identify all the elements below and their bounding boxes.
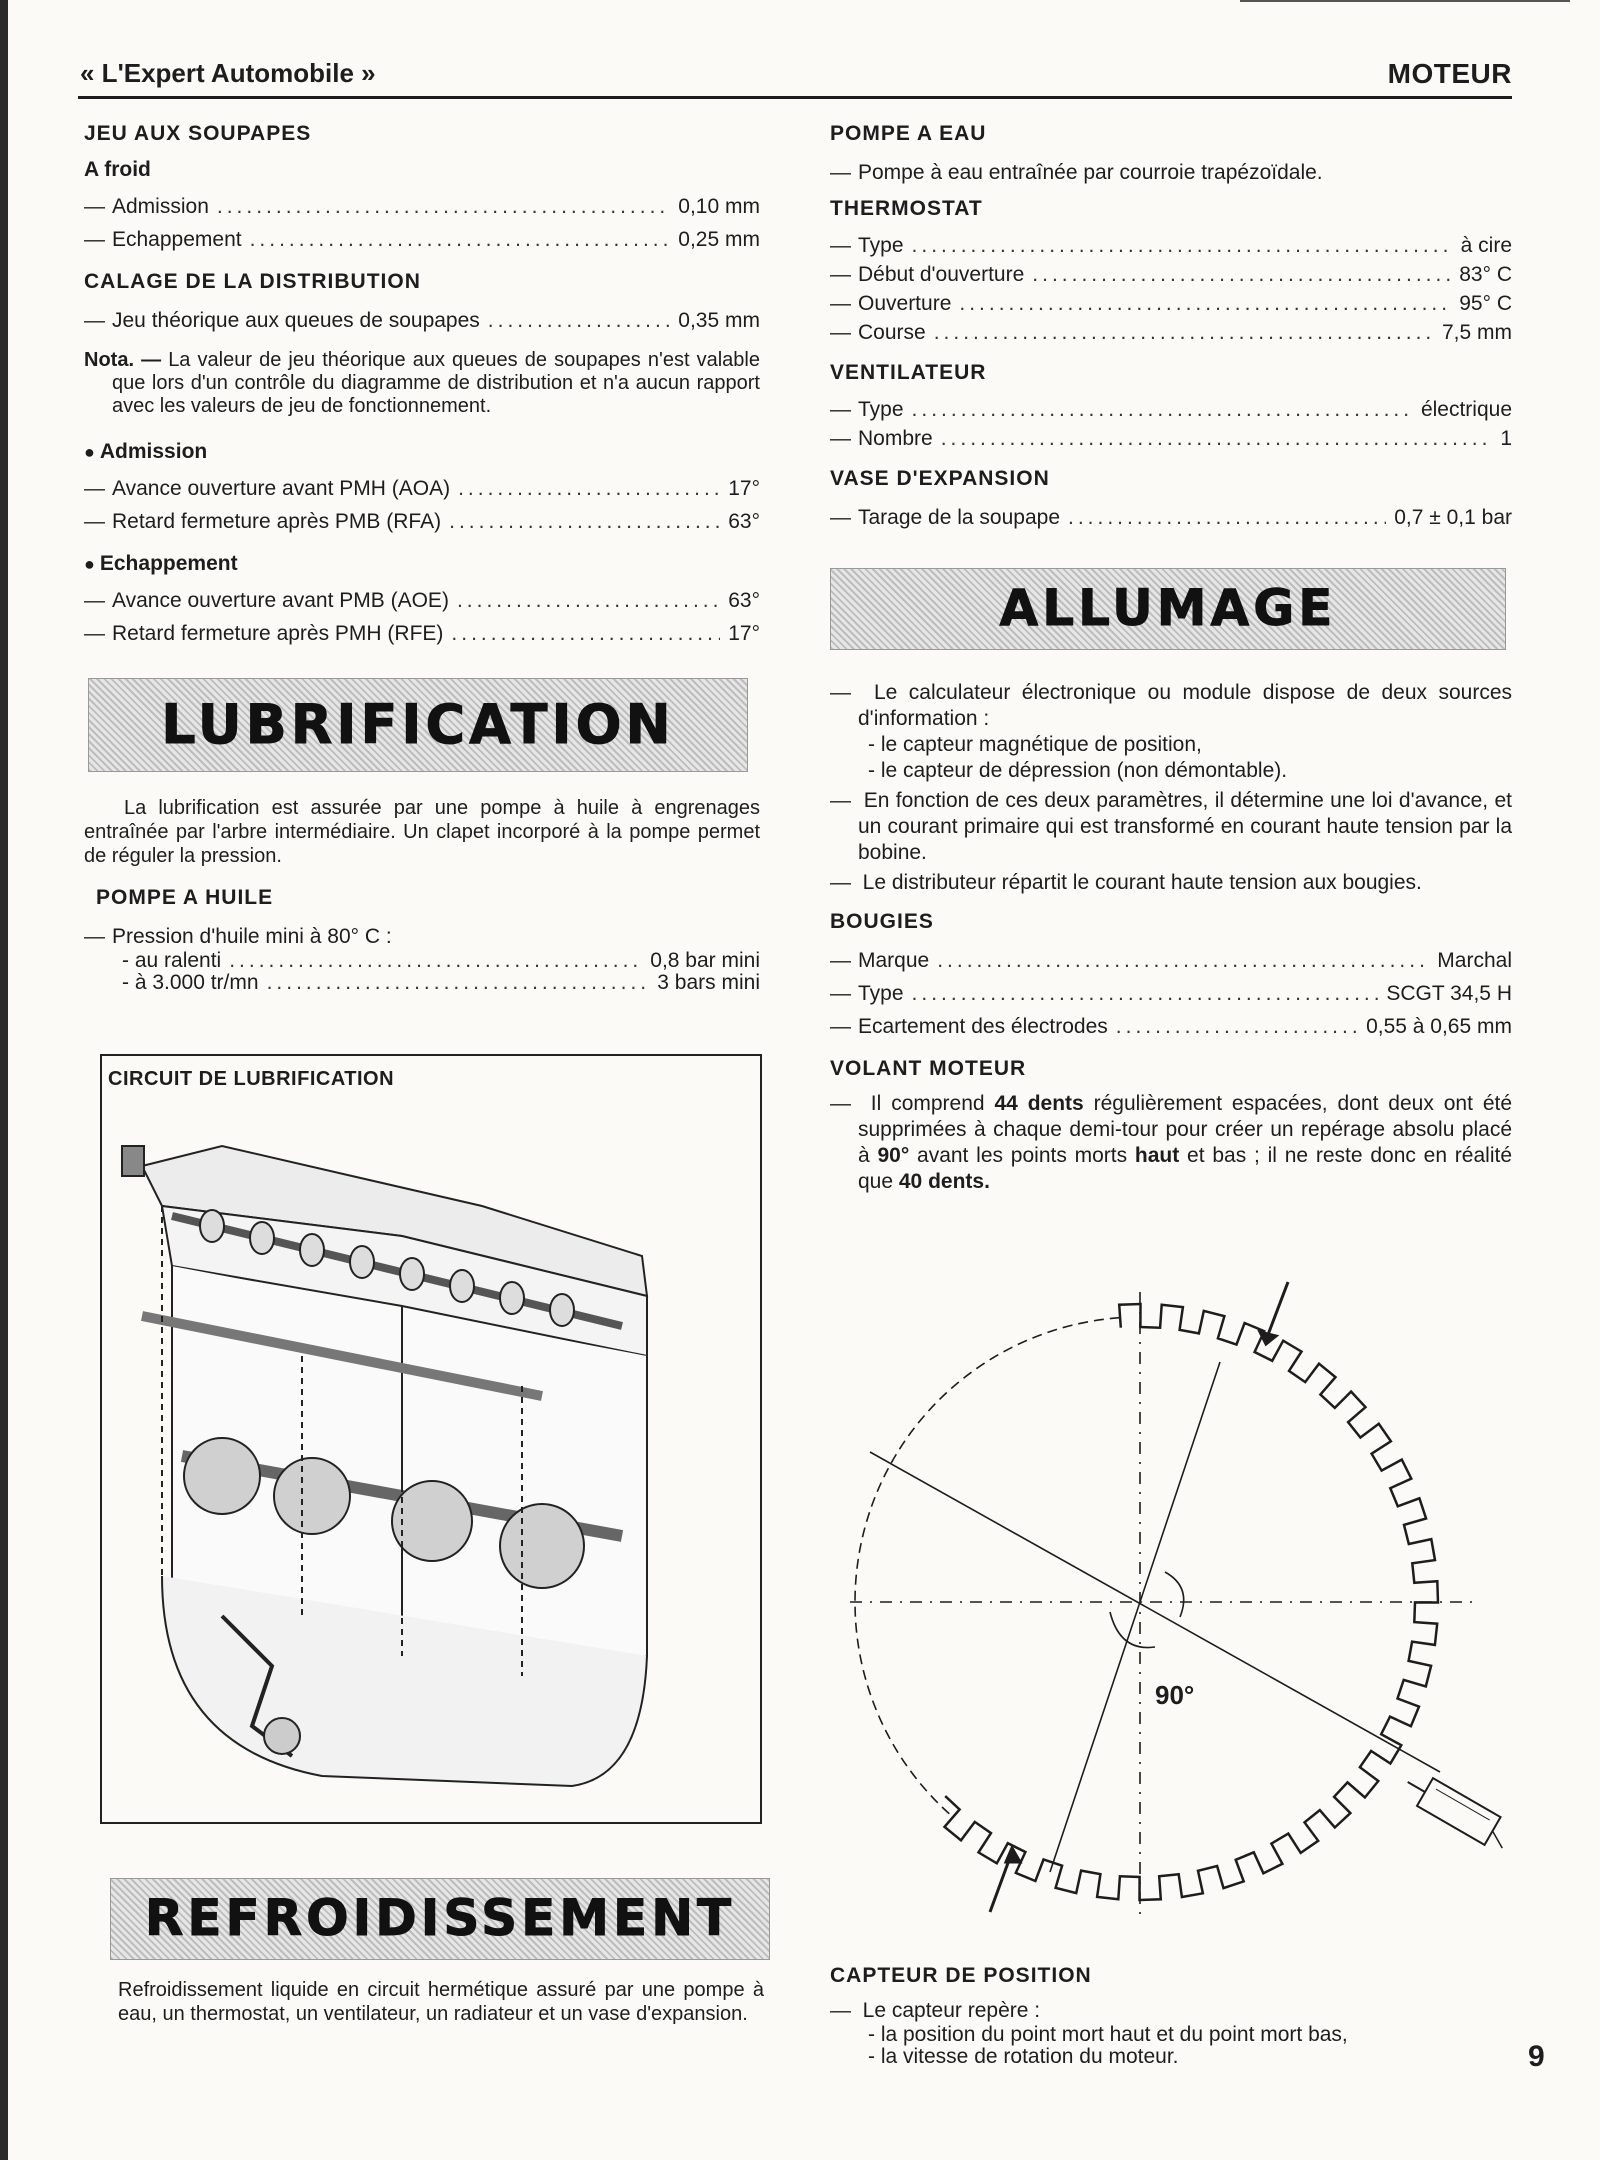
spec-row-thermo-type: — Type ..... à cire [830,231,1512,260]
nota-text: La valeur de jeu théorique aux queues de soupapes n'est valable que lors d'un contrôle du diagramme de distribution et n'a aucun rapport avec les valeurs de jeu de fonctionnement. [112,349,760,417]
spec-value: 63° [728,589,760,612]
refroidissement-paragraph: Refroidissement liquide en circuit hermétique assuré par une pompe à eau, un thermostat, un ventilateur, un radiateur et un vase d'expansion. [118,1979,764,2025]
capteur-item-text: Le capteur repère : [862,1999,1041,2022]
flywheel-outline-dashed [855,1318,1120,1814]
spec-value: SCGT 34,5 H [1386,982,1512,1005]
spec-row-thermo-debut: — Début d'ouverture ..... 83° C [830,260,1512,289]
pompe-eau-text: Pompe à eau entraînée par courroie trapézoïdale. [858,161,1323,184]
spec-label: Début d'ouverture [858,263,1025,286]
spec-value: à cire [1460,234,1512,257]
spec-label: Ecartement des électrodes [858,1015,1108,1038]
lubrication-circuit-figure [100,1054,762,1824]
spec-value: 1 [1500,427,1512,450]
pompe-eau-line: — Pompe à eau entraînée par courroie trapézoïdale. [830,156,1512,189]
spec-row-thermo-ouverture: — Ouverture ..... 95° C [830,289,1512,318]
spec-label: Type [858,398,904,421]
capteur-sub-1: - la position du point mort haut et du point mort bas, [868,2023,1348,2046]
lubrification-banner [88,678,748,772]
spec-row-3000 [84,972,760,994]
bougies-heading: BOUGIES [830,910,934,933]
spec-label: Avance ouverture avant PMB (AOE) [112,589,449,612]
pression-text: Pression d'huile mini à 80° C : [112,925,392,948]
allumage-item-2-text: En fonction de ces deux paramètres, il détermine une loi d'avance, et un courant primaire qui est transformé en courant haute tension par la bobine. [858,789,1512,864]
spec-row-aoa: — Avance ouverture avant PMH (AOA) ..... 17° [84,472,760,505]
spec-value: 0,55 à 0,65 mm [1366,1015,1512,1038]
spec-label: Avance ouverture avant PMH (AOA) [112,477,451,500]
spec-row-ventil-nombre: — Nombre ..... 1 [830,424,1512,453]
spec-label: Type [858,234,904,257]
refroidissement-section [88,1878,764,2026]
volant-bold: 90° [877,1144,910,1167]
spec-value: 0,8 bar mini [650,949,760,972]
allumage-item-1-text: Le calculateur électronique ou module dispose de deux sources d'information : [858,681,1513,730]
volant-text: avant les points morts [909,1144,1135,1167]
page-edge [0,0,8,2160]
spec-value: 0,10 mm [678,195,760,218]
spec-label: Jeu théorique aux queues de soupapes [112,309,480,332]
spec-row-tarage: — Tarage de la soupape ..... 0,7 ± 0,1 bar [830,501,1512,534]
volant-text: Il comprend [870,1092,995,1115]
spec-label: Echappement [112,228,242,251]
jeu-soupapes-heading: JEU AUX SOUPAPES [84,122,312,145]
allumage-item-2: — En fonction de ces deux paramètres, il détermine une loi d'avance, et un courant primaire qui est transformé en courant haute tension par la bobine. [830,789,1512,864]
section-title: MOTEUR [1387,58,1512,89]
flywheel-diagram [820,1272,1520,1932]
pression-line: — Pression d'huile mini à 80° C : [84,925,392,948]
spec-value: 95° C [1459,292,1512,315]
spec-row-aoe: — Avance ouverture avant PMB (AOE) ..... 63° [84,584,760,617]
spec-label: - au ralenti [122,949,222,972]
lubrification-paragraph: La lubrification est assurée par une pompe à huile à engrenages entraînée par l'arbre intermédiaire. Un clapet incorporé à la pompe permet de réguler la pression. [84,797,760,867]
angle-label: 90° [1155,1680,1195,1710]
allumage-item-3-text: Le distributeur répartit le courant haute tension aux bougies. [862,871,1422,894]
right-column [830,108,1512,1195]
spec-value: 83° C [1459,263,1512,286]
spec-value: 17° [728,477,760,500]
spec-label: Admission [112,195,209,218]
spec-row-rfa: — Retard fermeture après PMB (RFA) ..... 63° [84,505,760,538]
publication-title: « L'Expert Automobile » [80,58,376,88]
engine-cutaway-drawing [102,1056,762,1826]
allumage-banner [830,568,1506,650]
spec-value: 3 bars mini [657,971,760,994]
allumage-item-3: — Le distributeur répartit le courant haute tension aux bougies. [830,871,1422,894]
vase-heading: VASE D'EXPANSION [830,467,1050,490]
banner-text: REFROIDISSEMENT [144,1889,736,1947]
capteur-heading: CAPTEUR DE POSITION [830,1964,1092,1987]
spec-label: - à 3.000 tr/mn [122,971,259,994]
position-sensor [1400,1768,1516,1853]
admission-heading: ● Admission [84,440,760,464]
spec-label: Type [858,982,904,1005]
spec-row-ecartement: — Ecartement des électrodes ..... 0,55 à 0,65 mm [830,1010,1512,1043]
volant-text: et bas ; il ne reste donc en réalité que [858,1144,1512,1193]
spec-value: 63° [728,510,760,533]
spec-value: 17° [728,622,760,645]
ventilateur-heading: VENTILATEUR [830,361,987,384]
spec-label: Tarage de la soupape [858,506,1060,529]
spec-row-admission: — Admission ..... 0,10 mm [84,190,760,223]
spec-value: 0,7 ± 0,1 bar [1394,506,1512,529]
volant-heading: VOLANT MOTEUR [830,1057,1027,1080]
volant-bold: 44 dents [994,1092,1084,1115]
echappement-heading: ● Echappement [84,552,760,576]
allumage-sub-1: - le capteur magnétique de position, [868,733,1202,756]
allumage-item-1: — Le calculateur électronique ou module dispose de deux sources d'information : [830,681,1513,730]
spec-label: Retard fermeture après PMB (RFA) [112,510,442,533]
capteur-item: — Le capteur repère : [830,1999,1041,2022]
nota-paragraph [84,349,760,418]
thermostat-heading: THERMOSTAT [830,197,983,220]
spec-value: électrique [1420,398,1512,421]
spec-row-ventil-type: — Type ..... électrique [830,395,1512,424]
a-froid-heading: A froid [84,158,151,181]
capteur-section [830,1950,1512,2068]
spec-row-jeu-theorique: — Jeu théorique aux queues de soupapes ..... 0,35 mm [84,304,760,337]
nota-label: Nota. — [84,349,162,371]
spec-value: Marchal [1437,949,1512,972]
left-column [84,108,760,994]
volant-bold: haut [1134,1144,1180,1167]
capteur-sub-2: - la vitesse de rotation du moteur. [868,2045,1179,2068]
volant-text: régulièrement espacées, dont deux ont été supprimées à chaque demi-tour pour créer un repérage absolu placé à [858,1092,1513,1167]
pompe-huile-heading: POMPE A HUILE [96,886,274,909]
spec-row-ralenti [84,950,760,972]
header-rule [78,96,1512,99]
pompe-eau-heading: POMPE A EAU [830,122,987,145]
refroidissement-banner [110,1878,770,1960]
banner-text: LUBRIFICATION [161,693,675,756]
spec-row-rfe: — Retard fermeture après PMH (RFE) ..... 17° [84,617,760,650]
banner-text: ALLUMAGE [999,579,1337,637]
spec-row-marque: — Marque ..... Marchal [830,944,1512,977]
spec-label: Marque [858,949,930,972]
volant-bold: 40 dents. [898,1170,990,1193]
spec-row-type: — Type ..... SCGT 34,5 H [830,977,1512,1010]
top-rule [1240,0,1570,2]
calage-heading: CALAGE DE LA DISTRIBUTION [84,270,421,293]
circuit-title: CIRCUIT DE LUBRIFICATION [108,1068,395,1090]
volant-paragraph: — Il comprend 44 dents régulièrement espacées, dont deux ont été supprimées à chaque demi-tour pour créer un repérage absolu placé à 90° avant les points morts haut et bas ; il ne reste donc en réalité que 40 dents. [830,1092,1513,1193]
spec-value: 0,35 mm [678,309,760,332]
spec-row-thermo-course: — Course ..... 7,5 mm [830,318,1512,347]
spec-label: Ouverture [858,292,952,315]
spec-label: Course [858,321,926,344]
spec-value: 0,25 mm [678,228,760,251]
spec-value: 7,5 mm [1441,321,1512,344]
spec-row-echappement: — Echappement ..... 0,25 mm [84,223,760,256]
spec-label: Retard fermeture après PMH (RFE) [112,622,444,645]
page-number: 9 [1528,2040,1545,2073]
spec-label: Nombre [858,427,933,450]
allumage-sub-2: - le capteur de dépression (non démontable). [868,759,1288,782]
